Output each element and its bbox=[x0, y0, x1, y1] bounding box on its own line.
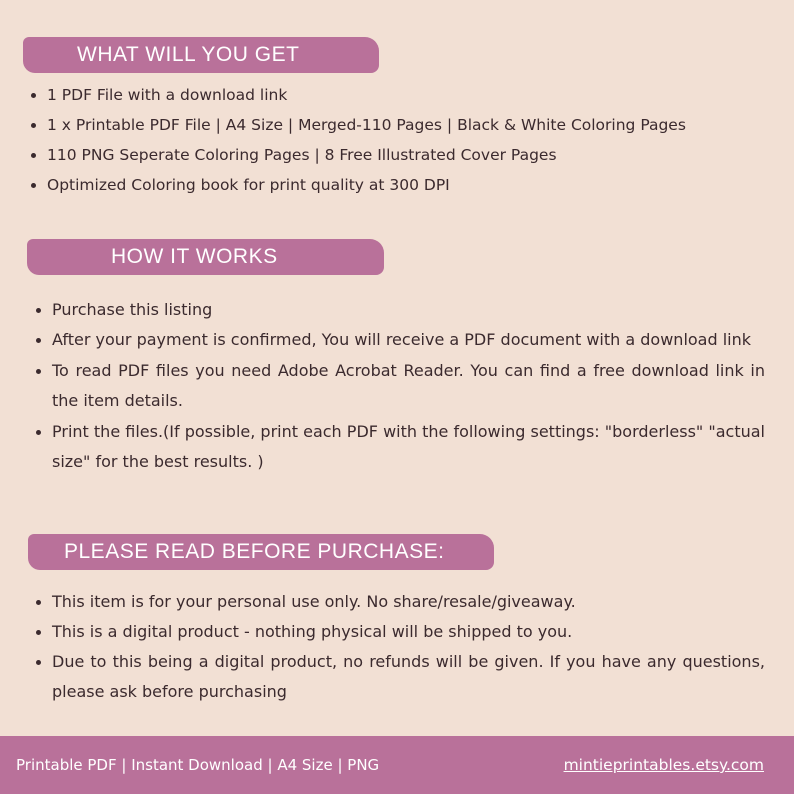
list-item: Print the files.(If possible, print each PDF with the following settings: "borderless" "actual size" for the best results. ) bbox=[36, 417, 765, 478]
shop-link[interactable]: mintieprintables.etsy.com bbox=[563, 756, 764, 774]
list-item: This is a digital product - nothing physical will be shipped to you. bbox=[36, 617, 765, 647]
list-item: 1 x Printable PDF File | A4 Size | Merged-110 Pages | Black & White Coloring Pages bbox=[31, 110, 781, 140]
list-item: This item is for your personal use only. No share/resale/giveaway. bbox=[36, 587, 765, 617]
read-before-purchase-list bbox=[36, 587, 765, 707]
list-item: To read PDF files you need Adobe Acrobat Reader. You can find a free download link in the item details. bbox=[36, 356, 765, 417]
list-item: Due to this being a digital product, no refunds will be given. If you have any questions, please ask before purchasing bbox=[36, 647, 765, 707]
how-it-works-list bbox=[36, 295, 765, 477]
footer-bar bbox=[0, 736, 794, 794]
list-item: 1 PDF File with a download link bbox=[31, 80, 781, 110]
footer-product-info: Printable PDF | Instant Download | A4 Size | PNG bbox=[16, 756, 380, 774]
section-heading-read-before-purchase: PLEASE READ BEFORE PURCHASE: bbox=[28, 534, 494, 570]
list-item: 110 PNG Seperate Coloring Pages | 8 Free Illustrated Cover Pages bbox=[31, 140, 781, 170]
section-heading-how-it-works: HOW IT WORKS bbox=[27, 239, 384, 275]
what-you-get-list bbox=[31, 80, 781, 200]
list-item: Optimized Coloring book for print quality at 300 DPI bbox=[31, 170, 781, 200]
list-item: Purchase this listing bbox=[36, 295, 765, 325]
section-heading-what-you-get: WHAT WILL YOU GET bbox=[23, 37, 379, 73]
list-item: After your payment is confirmed, You will receive a PDF document with a download link bbox=[36, 325, 765, 355]
